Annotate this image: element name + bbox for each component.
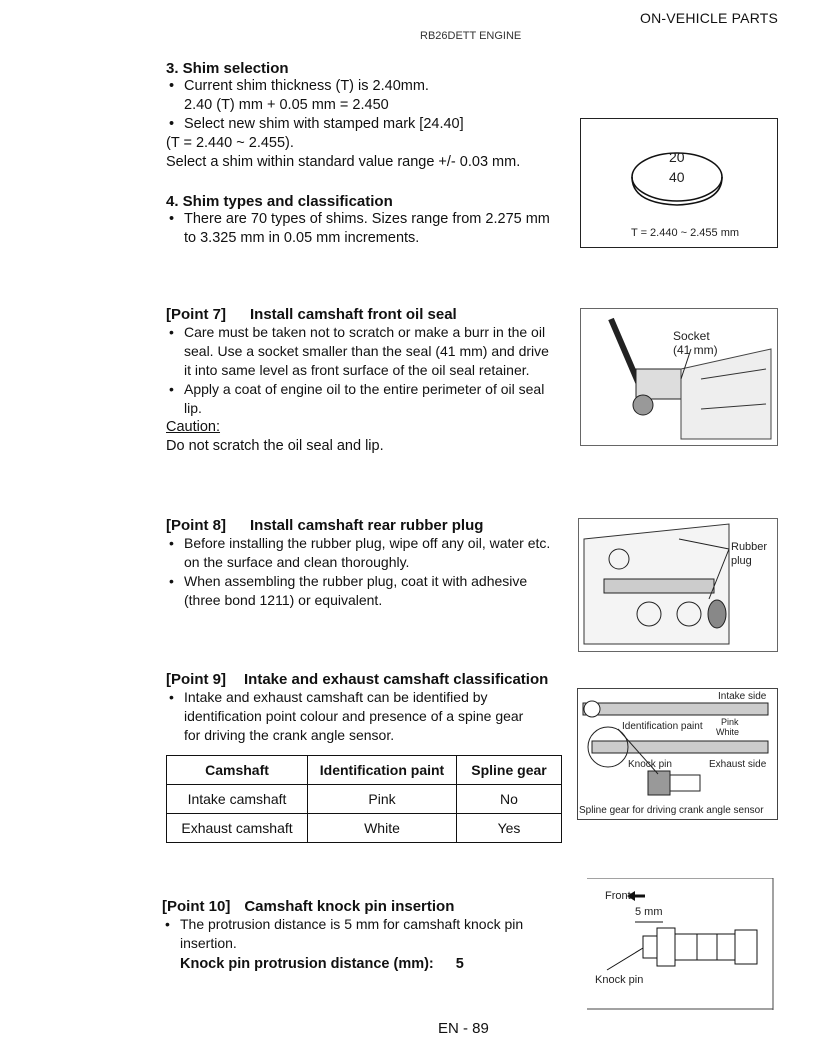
table-header: Identification paint xyxy=(308,756,457,785)
point-7-bullet-1: • Care must be taken not to scratch or make a burr in the oil seal. Use a socket smaller than the seal (41 mm) and drive it into same level as front surface of the oil seal retainer. xyxy=(166,323,586,380)
socket-size-label: (41 mm) xyxy=(673,343,718,357)
section-3-note: Select a shim within standard value range +/- 0.03 mm. xyxy=(166,154,521,170)
knock-pin-figure xyxy=(577,878,775,1010)
caution-text: Do not scratch the oil seal and lip. xyxy=(166,438,384,454)
point-8 xyxy=(166,517,586,610)
section-4-bullet-1: • There are 70 types of shims. Sizes range from 2.275 mm to 3.325 mm in 0.05 mm increments. xyxy=(166,210,586,248)
oil-seal-figure xyxy=(580,308,778,446)
white-label: White xyxy=(716,727,740,737)
rubber-label: Rubber xyxy=(731,541,768,553)
table-cell: Exhaust camshaft xyxy=(167,814,308,843)
spline-gear-caption: Spline gear for driving crank angle sensor xyxy=(579,805,764,816)
point-9-tag: [Point 9] xyxy=(166,671,226,688)
plug-label: plug xyxy=(731,555,752,567)
camshaft-illustration xyxy=(578,689,777,819)
front-label: Front xyxy=(605,890,631,902)
point-7-title: Install camshaft front oil seal xyxy=(250,306,457,323)
rubber-plug-figure xyxy=(578,518,778,652)
table-cell: Yes xyxy=(457,814,562,843)
section-3 xyxy=(166,60,576,172)
dimension-label: 5 mm xyxy=(635,906,663,918)
caution-label: Caution: xyxy=(166,419,221,435)
point-8-bullet-2: • When assembling the rubber plug, coat it with adhesive (three bond 1211) or equivalent. xyxy=(166,572,586,610)
section-3-bullet-1: • Current shim thickness (T) is 2.40mm. 2.40 (T) mm + 0.05 mm = 2.450 xyxy=(166,77,576,115)
id-paint-label: Identification paint xyxy=(622,721,703,732)
point-8-title: Install camshaft rear rubber plug xyxy=(250,517,484,534)
intake-side-label: Intake side xyxy=(718,691,767,702)
knock-pin-spec-value: 5 xyxy=(455,956,464,972)
point-10-bullet-1: • The protrusion distance is 5 mm for camshaft knock pin insertion. xyxy=(162,915,582,953)
point-8-tag: [Point 8] xyxy=(166,517,226,534)
section-4 xyxy=(166,193,586,248)
table-cell: No xyxy=(457,785,562,814)
table-cell: Pink xyxy=(308,785,457,814)
knock-pin-spec: Knock pin protrusion distance (mm): 5 xyxy=(180,956,464,972)
socket-label: Socket xyxy=(673,329,710,343)
table-header-row xyxy=(167,756,562,785)
point-9 xyxy=(166,671,586,745)
section-4-title: 4. Shim types and classification xyxy=(166,193,393,210)
table-header: Camshaft xyxy=(167,756,308,785)
section-header: ON-VEHICLE PARTS xyxy=(640,10,779,26)
table-cell: Intake camshaft xyxy=(167,785,308,814)
point-9-bullet-1: • Intake and exhaust camshaft can be identified by identification point colour and presence of a spine gear for driving the crank angle sensor. xyxy=(166,688,586,745)
point-8-bullet-1: • Before installing the rubber plug, wipe off any oil, water etc. on the surface and clean thoroughly. xyxy=(166,534,586,572)
shim-mark-top: 20 xyxy=(669,149,685,165)
shim-mark-bottom: 40 xyxy=(669,169,685,185)
table-row xyxy=(167,814,562,843)
section-3-title: 3. Shim selection xyxy=(166,60,289,77)
shim-caption: T = 2.440 ~ 2.455 mm xyxy=(631,227,740,239)
camshaft-table xyxy=(166,755,562,843)
engine-header: RB26DETT ENGINE xyxy=(420,30,522,42)
point-9-title: Intake and exhaust camshaft classification xyxy=(244,671,549,688)
point-10-title: Camshaft knock pin insertion xyxy=(244,898,455,915)
point-10 xyxy=(162,898,582,974)
point-7 xyxy=(166,306,586,456)
table-row xyxy=(167,785,562,814)
exhaust-side-label: Exhaust side xyxy=(709,759,767,770)
cylinder-head-illustration xyxy=(579,519,777,651)
page-number: EN - 89 xyxy=(438,1020,489,1037)
table-header: Spline gear xyxy=(457,756,562,785)
section-3-bullet-2: • Select new shim with stamped mark [24.40] (T = 2.440 ~ 2.455). xyxy=(166,115,576,153)
shim-figure xyxy=(580,118,778,248)
knock-pin-fig-label: Knock pin xyxy=(595,974,644,986)
camshaft-figure xyxy=(577,688,778,820)
point-10-tag: [Point 10] xyxy=(162,898,231,915)
pink-label: Pink xyxy=(721,717,739,727)
table-cell: White xyxy=(308,814,457,843)
point-7-bullet-2: • Apply a coat of engine oil to the entire perimeter of oil seal lip. xyxy=(166,380,586,418)
point-7-tag: [Point 7] xyxy=(166,306,226,323)
knock-pin-label: Knock pin xyxy=(628,759,672,770)
